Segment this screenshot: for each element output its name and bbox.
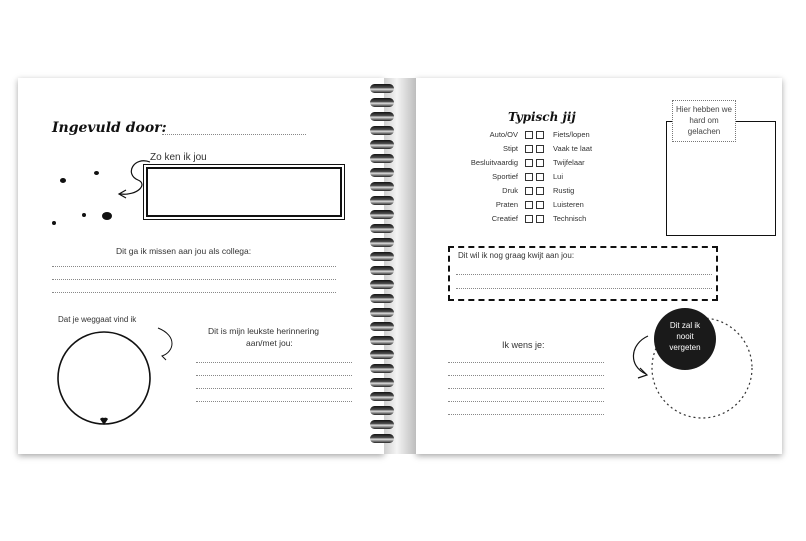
ink-dot (60, 178, 66, 183)
checkbox-right[interactable] (536, 187, 544, 195)
spiral-ring (370, 224, 394, 233)
trait-right-label: Rustig (553, 186, 575, 195)
trait-row (442, 186, 574, 195)
leaving-label: Dat je weggaat vind ik (58, 315, 137, 324)
spiral-ring (370, 294, 394, 303)
trait-right-label: Technisch (553, 214, 587, 223)
photo-tape-label (672, 100, 736, 142)
miss-line[interactable] (52, 292, 336, 293)
spiral-ring (370, 280, 394, 289)
checkbox-left[interactable] (525, 173, 533, 181)
trait-left-label: Druk (502, 186, 518, 195)
trait-row (442, 158, 585, 167)
wish-label: Ik wens je: (502, 340, 545, 350)
spiral-ring (370, 364, 394, 373)
never-forget-text: Dit zal ik nooit vergeten (669, 321, 701, 352)
trait-row (442, 214, 586, 223)
trait-left-label: Besluitvaardig (470, 158, 518, 167)
never-forget-badge (654, 308, 716, 370)
trait-left-label: Stipt (502, 144, 518, 153)
spiral-ring (370, 196, 394, 205)
ink-dot (82, 213, 86, 217)
leaving-circle[interactable] (54, 322, 182, 432)
miss-you-label: Dit ga ik missen aan jou als collega: (116, 246, 252, 256)
spiral-ring (370, 154, 394, 163)
left-page (18, 78, 384, 454)
spiral-ring (370, 98, 394, 107)
checkbox-right[interactable] (536, 131, 544, 139)
say-line[interactable] (456, 274, 712, 275)
spiral-ring (370, 266, 394, 275)
checkbox-right[interactable] (536, 159, 544, 167)
spiral-ring (370, 378, 394, 387)
filled-by-label: Ingevuld door: (52, 120, 167, 136)
spiral-ring (370, 252, 394, 261)
checkbox-left[interactable] (525, 201, 533, 209)
spiral-ring (370, 392, 394, 401)
spiral-ring (370, 434, 394, 443)
checkbox-left[interactable] (525, 187, 533, 195)
typical-you-title: Typisch jij (508, 110, 576, 124)
memory-line[interactable] (196, 401, 352, 402)
say-label: Dit wil ik nog graag kwijt aan jou: (458, 251, 575, 260)
ink-dot (102, 212, 112, 220)
say-line[interactable] (456, 288, 712, 289)
checkbox-right[interactable] (536, 201, 544, 209)
spiral-ring (370, 336, 394, 345)
memory-line[interactable] (196, 362, 352, 363)
spiral-ring (370, 420, 394, 429)
trait-row (442, 172, 563, 181)
trait-left-label: Sportief (492, 172, 518, 181)
checkbox-right[interactable] (536, 215, 544, 223)
checkbox-left[interactable] (525, 131, 533, 139)
checkbox-right[interactable] (536, 145, 544, 153)
spiral-ring (370, 210, 394, 219)
spiral-ring (370, 84, 394, 93)
spiral-ring (370, 406, 394, 415)
trait-right-label: Lui (553, 172, 564, 181)
memory-line[interactable] (196, 375, 352, 376)
spiral-ring (370, 182, 394, 191)
trait-left-label: Creatief (491, 214, 518, 223)
trait-left-label: Praten (495, 200, 518, 209)
checkbox-left[interactable] (525, 145, 533, 153)
trait-row (442, 130, 590, 139)
filled-by-line[interactable] (162, 134, 306, 135)
wish-line[interactable] (448, 375, 604, 376)
checkbox-right[interactable] (536, 173, 544, 181)
know-you-label: Zo ken ik jou (150, 152, 207, 163)
trait-left-label: Auto/OV (489, 130, 518, 139)
trait-row (442, 200, 584, 209)
memory-line[interactable] (196, 388, 352, 389)
trait-right-label: Luisteren (553, 200, 584, 209)
spiral-ring (370, 112, 394, 121)
trait-right-label: Vaak te laat (553, 144, 593, 153)
photo-label-text: Hier hebben we hard om gelachen (675, 105, 733, 136)
miss-line[interactable] (52, 266, 336, 267)
spiral-ring (370, 322, 394, 331)
wish-line[interactable] (448, 414, 604, 415)
trait-row (442, 144, 592, 153)
memory-label-1: Dit is mijn leukste herinnering (208, 326, 320, 336)
wish-line[interactable] (448, 362, 604, 363)
memory-label-2: aan/met jou: (246, 338, 293, 348)
miss-line[interactable] (52, 279, 336, 280)
trait-right-label: Fiets/lopen (553, 130, 590, 139)
ink-dot (52, 221, 56, 225)
wish-line[interactable] (448, 388, 604, 389)
spiral-ring (370, 308, 394, 317)
spiral-ring (370, 168, 394, 177)
checkbox-left[interactable] (525, 215, 533, 223)
trait-right-label: Twijfelaar (553, 158, 585, 167)
spiral-ring (370, 350, 394, 359)
spiral-ring (370, 238, 394, 247)
spiral-ring (370, 140, 394, 149)
wish-line[interactable] (448, 401, 604, 402)
know-you-box[interactable] (146, 167, 342, 217)
checkbox-left[interactable] (525, 159, 533, 167)
spiral-ring (370, 126, 394, 135)
ink-dot (94, 171, 99, 175)
